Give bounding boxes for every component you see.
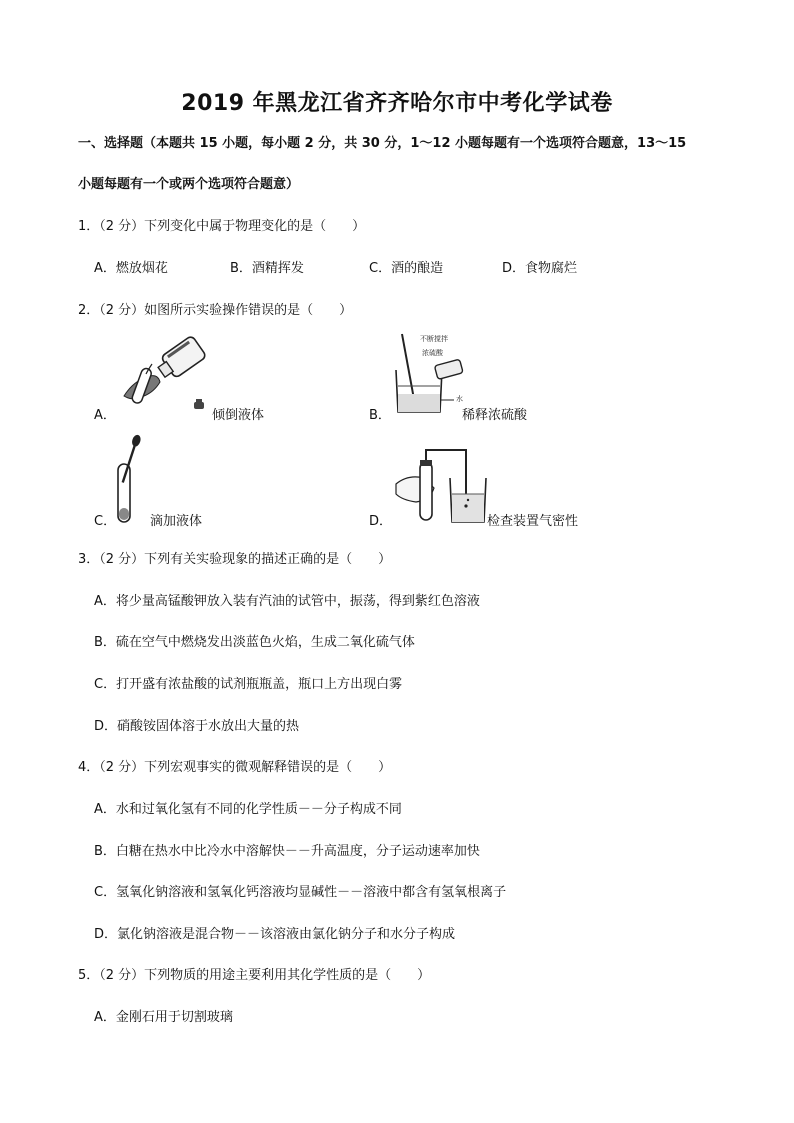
- q2-option-d-caption: 检查装置气密性: [487, 514, 579, 529]
- q2-option-a-caption: 倾倒液体: [212, 408, 265, 423]
- q2-option-a-letter: A．: [94, 408, 116, 423]
- question-5-stem: 5．（2 分）下列物质的用途主要利用其化学性质的是（ ）: [78, 968, 431, 983]
- q4-option-c: C．氢氧化钠溶液和氢氧化钙溶液均显碱性－－溶液中都含有氢氧根离子: [94, 885, 507, 900]
- airtightness-check-figure: [394, 444, 490, 524]
- q4-option-a: A．水和过氧化氢有不同的化学性质－－分子构成不同: [94, 802, 402, 817]
- q1-option-a: A．燃放烟花: [94, 261, 168, 276]
- q3-option-b: B．硫在空气中燃烧发出淡蓝色火焰，生成二氧化硫气体: [94, 635, 415, 650]
- page-title: 2019 年黑龙江省齐齐哈尔市中考化学试卷: [181, 91, 613, 116]
- q3-option-c: C．打开盛有浓盐酸的试剂瓶瓶盖，瓶口上方出现白雾: [94, 677, 403, 692]
- question-2-stem: 2．（2 分）如图所示实验操作错误的是（ ）: [78, 303, 353, 318]
- label-sulfuric-acid: 浓硫酸: [422, 349, 443, 357]
- q1-option-c: C．酒的酿造: [369, 261, 444, 276]
- q4-option-d: D．氯化钠溶液是混合物－－该溶液由氯化钠分子和水分子构成: [94, 927, 456, 942]
- question-3-stem: 3．（2 分）下列有关实验现象的描述正确的是（ ）: [78, 552, 392, 567]
- q2-option-c-caption: 滴加液体: [150, 514, 203, 529]
- q2-option-c-letter: C．: [94, 514, 117, 529]
- section-heading-line2: 小题每题有一个或两个选项符合题意）: [78, 177, 300, 192]
- q2-option-b-letter: B．: [369, 408, 391, 423]
- q1-option-d: D．食物腐烂: [502, 261, 578, 276]
- label-stirring: 不断搅拌: [420, 335, 448, 343]
- q1-option-b: B．酒精挥发: [230, 261, 304, 276]
- pouring-liquid-figure: [114, 334, 214, 416]
- q5-option-a: A．金刚石用于切割玻璃: [94, 1010, 233, 1025]
- q3-option-a: A．将少量高锰酸钾放入装有汽油的试管中，振荡，得到紫红色溶液: [94, 594, 480, 609]
- question-1-stem: 1．（2 分）下列变化中属于物理变化的是（ ）: [78, 219, 366, 234]
- q2-option-d-letter: D．: [369, 514, 393, 529]
- q3-option-d: D．硝酸铵固体溶于水放出大量的热: [94, 719, 300, 734]
- label-water: 水: [456, 395, 463, 403]
- q4-option-b: B．白糖在热水中比冷水中溶解快－－升高温度，分子运动速率加快: [94, 844, 480, 859]
- q2-option-b-caption: 稀释浓硫酸: [462, 408, 528, 423]
- question-4-stem: 4．（2 分）下列宏观事实的微观解释错误的是（ ）: [78, 760, 392, 775]
- section-heading-line1: 一、选择题（本题共 15 小题，每小题 2 分，共 30 分，1～12 小题每题有一个选项符合题意，13～15: [78, 136, 687, 151]
- dropper-in-test-tube-figure: [112, 434, 142, 526]
